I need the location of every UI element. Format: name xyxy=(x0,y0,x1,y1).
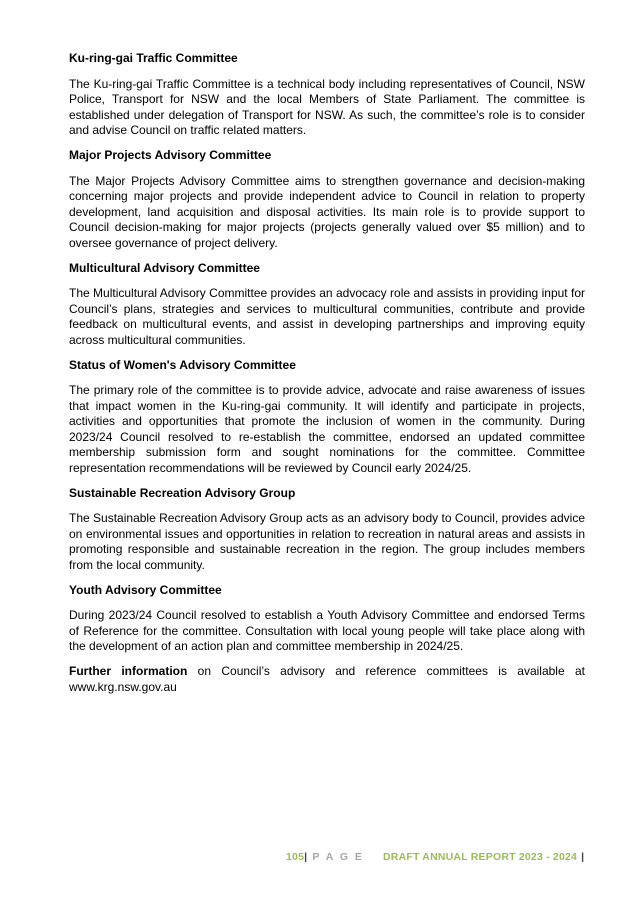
section-heading: Multicultural Advisory Committee xyxy=(69,260,260,275)
section-multicultural-committee xyxy=(69,261,585,349)
further-information-text: on Council’s advisory and reference committees is available at www.krg.nsw.gov.au xyxy=(69,664,585,694)
section-heading: Youth Advisory Committee xyxy=(69,582,222,597)
page-number: 105 xyxy=(286,851,305,863)
section-heading: Ku-ring-gai Traffic Committee xyxy=(69,51,238,65)
section-status-of-women-committee xyxy=(69,358,585,477)
footer-separator: | xyxy=(304,851,308,863)
page-content xyxy=(69,51,585,704)
section-youth-committee xyxy=(69,583,585,655)
further-information xyxy=(69,664,585,695)
section-body: The Major Projects Advisory Committee aims to strengthen governance and decision-making concerning major projects and provide independent advice to Council in relation to property development, land acquisition and disposal activities. Its main role is to provide support to Council decision-making for major projects (projects generally valued over $5 million) and to oversee governance of project delivery. xyxy=(69,173,585,250)
section-traffic-committee xyxy=(69,51,585,139)
section-heading: Major Projects Advisory Committee xyxy=(69,147,272,162)
section-heading: Status of Women's Advisory Committee xyxy=(69,357,296,372)
further-information-bold: Further information xyxy=(69,664,188,678)
section-major-projects-committee xyxy=(69,148,585,252)
report-title: DRAFT ANNUAL REPORT 2023 - 2024 xyxy=(383,851,578,863)
section-body: The primary role of the committee is to provide advice, advocate and raise awareness of issues that impact women in the Ku-ring-gai community. It will identify and participate in projects, activities and opportunities that promote the inclusion of women in the community. During 2023/24 Council resolved to re-establish the committee, endorsed an updated committee membership submission form and sought nominations for the committee. Committee representation recommendations will be reviewed by Council early 2024/25. xyxy=(69,383,585,476)
section-body: The Sustainable Recreation Advisory Group acts as an advisory body to Council, provides advice on environmental issues and opportunities in relation to recreation in natural areas and assists in promoting responsible and sustainable recreation in the region. The group includes members from the local community. xyxy=(69,511,585,573)
section-sustainable-recreation-group xyxy=(69,486,585,574)
footer-end-separator: | xyxy=(581,851,585,863)
page-word: P A G E xyxy=(312,851,364,863)
section-heading: Sustainable Recreation Advisory Group xyxy=(69,485,296,500)
footer-report xyxy=(383,851,584,863)
page-footer xyxy=(286,851,585,863)
section-body: During 2023/24 Council resolved to establish a Youth Advisory Committee and endorsed Terms of Reference for the committee. Consultation with local young people will take place along with the development of an action plan and committee membership in 2024/25. xyxy=(69,608,585,654)
section-body: The Multicultural Advisory Committee provides an advocacy role and assists in providing input for Council’s plans, strategies and services to multicultural communities, contribute and provide feedback on multicultural events, and assist in developing partnerships and improving equity across multicultural communities. xyxy=(69,286,585,347)
section-body: The Ku-ring-gai Traffic Committee is a technical body including representatives of Council, NSW Police, Transport for NSW and the local Members of State Parliament. The committee is established under delegation of Transport for NSW. As such, the committee’s role is to consider and advise Council on traffic related matters. xyxy=(69,76,585,138)
